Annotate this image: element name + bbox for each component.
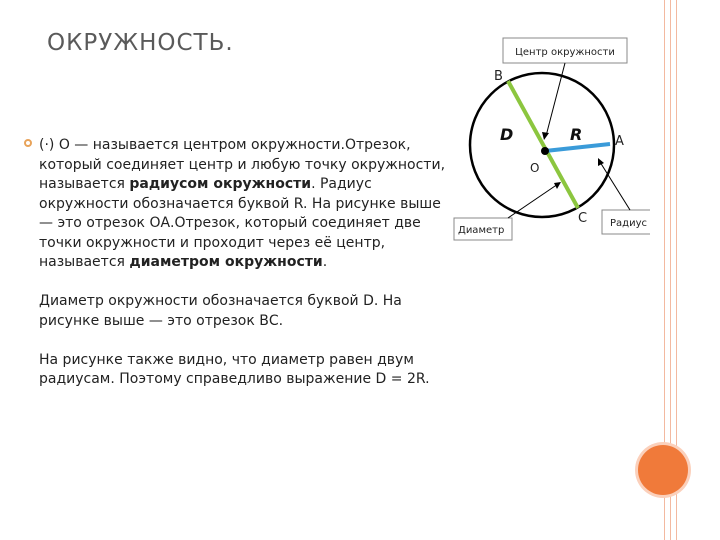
radius-callout-text: Радиус bbox=[610, 218, 647, 229]
term-radius: радиусом окружности bbox=[129, 176, 312, 192]
text-period: . bbox=[322, 254, 328, 270]
label-r: R bbox=[570, 125, 583, 144]
label-d: D bbox=[500, 125, 514, 144]
paragraph-definitions bbox=[39, 136, 449, 273]
center-callout-text: Центр окружности bbox=[515, 47, 615, 58]
label-a: A bbox=[615, 134, 624, 149]
body-text bbox=[24, 136, 449, 409]
slide-title: ОКРУЖНОСТЬ. bbox=[47, 30, 234, 56]
diameter-callout-text: Диаметр bbox=[458, 225, 505, 236]
paragraph-equation: На рисунке также видно, что диаметр равен двум радиусам. Поэтому справедливо выражение D = 2R. bbox=[39, 351, 430, 387]
diameter-arrow bbox=[508, 184, 558, 218]
text-center-definition: (·) О — называется центром окружности.Отрезок, который соединяет центр и любую точку окружности, называется bbox=[39, 137, 446, 192]
text-radius-definition: . Радиус окружности обозначается буквой R. На рисунке выше — это отрезок ОА.Отрезок, который соединяет две точки окружности и проходит через её центр, называется bbox=[39, 176, 441, 270]
diameter-line bbox=[508, 81, 578, 208]
center-point bbox=[541, 147, 549, 155]
label-o: O bbox=[530, 161, 540, 175]
label-c: C bbox=[578, 211, 588, 226]
radius-line bbox=[545, 144, 610, 151]
paragraph-diameter: Диаметр окружности обозначается буквой D. На рисунке выше — это отрезок ВС. bbox=[39, 293, 402, 329]
center-arrow-head bbox=[542, 132, 549, 140]
label-b: B bbox=[494, 69, 503, 84]
circle-diagram bbox=[450, 36, 650, 246]
accent-circle bbox=[638, 445, 688, 495]
radius-arrow bbox=[600, 162, 630, 210]
radius-arrow-head bbox=[598, 158, 604, 166]
term-diameter: диаметром окружности bbox=[129, 254, 323, 270]
bullet-icon bbox=[24, 139, 32, 147]
